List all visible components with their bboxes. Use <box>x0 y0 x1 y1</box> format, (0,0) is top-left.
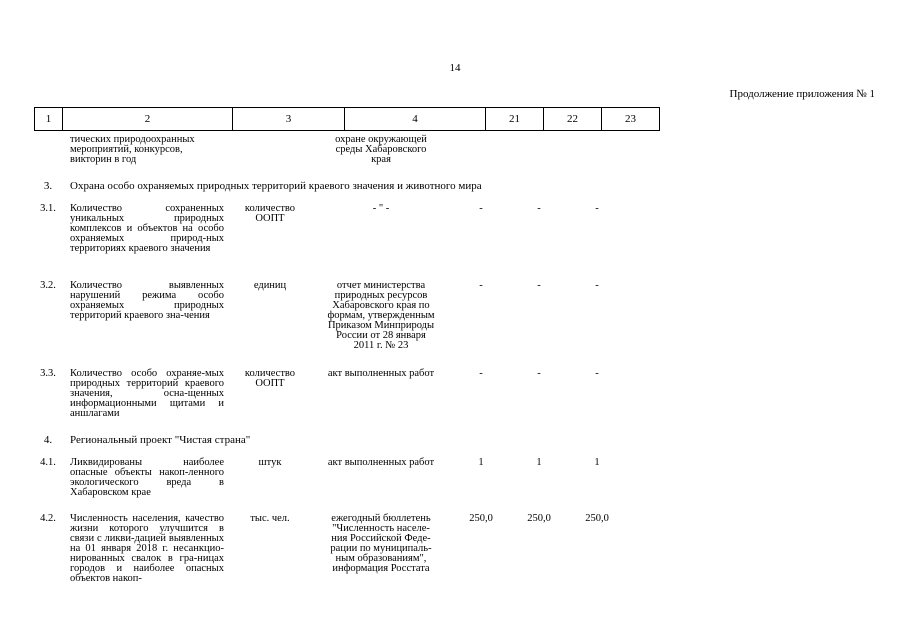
row-unit: штук <box>258 457 282 468</box>
header-cell: 3 <box>233 108 345 130</box>
row-value-21: - <box>479 368 483 379</box>
row-unit: единиц <box>253 280 287 291</box>
row-name: Численность населения, качество жизни которого улучшится в связи с ликви-дацией выявленных на 01 января 2018 г. несанкцио-нированных свалок в гра-ницах городов и наиболее опасных объектов накоп- <box>70 513 224 584</box>
row-value-22: - <box>537 203 541 214</box>
page-number: 14 <box>449 62 461 74</box>
section-number: 4. <box>43 434 53 446</box>
row-number: 4.2. <box>40 513 56 524</box>
row-value-23: - <box>595 203 599 214</box>
header-cell: 22 <box>544 108 602 130</box>
row-number: 4.1. <box>40 457 56 468</box>
row-name: Количество выявленных нарушений режима особо охраняемых природных территорий краевого зна-чения <box>70 280 224 321</box>
row-name: Ликвидированы наиболее опасные объекты накоп-ленного экологического вреда в Хабаровском крае <box>70 457 224 498</box>
row-source: ежегодный бюллетень "Численность населе- ния Российской Феде- рации по муниципаль- ным образованиям", информация Росстата <box>330 513 432 574</box>
row-value-22: 1 <box>536 457 542 468</box>
header-cell: 4 <box>345 108 486 130</box>
carryover-source: охране окружающей среды Хабаровского края <box>335 134 427 165</box>
section-title: Охрана особо охраняемых природных территорий краевого значения и животного мира <box>70 180 482 192</box>
row-source: отчет министерства природных ресурсов Хабаровского края по формам, утвержденным Приказом Минприроды России от 28 января 2011 г. № 23 <box>327 280 435 351</box>
row-value-21: - <box>479 280 483 291</box>
table-header <box>34 107 660 131</box>
row-value-21: 1 <box>478 457 484 468</box>
header-cell: 2 <box>63 108 233 130</box>
row-source: - " - <box>372 203 390 214</box>
row-value-23: 1 <box>594 457 600 468</box>
section-number: 3. <box>43 180 53 192</box>
carryover-name: тических природоохранных мероприятий, конкурсов, викторин в год <box>70 134 195 165</box>
row-value-22: - <box>537 368 541 379</box>
row-name: Количество сохраненных уникальных природных комплексов и объектов на особо охраняемых природ-ных территориях краевого значения <box>70 203 224 254</box>
continuation-note: Продолжение приложения № 1 <box>729 88 875 100</box>
row-value-23: - <box>595 280 599 291</box>
row-number: 3.2. <box>40 280 56 291</box>
row-unit: тыс. чел. <box>250 513 290 524</box>
row-name: Количество особо охраняе-мых природных территорий краевого значения, осна-щенных информационными щитами и аншлагами <box>70 368 224 419</box>
row-source: акт выполненных работ <box>327 457 435 468</box>
row-number: 3.3. <box>40 368 56 379</box>
row-value-23: 250,0 <box>585 513 609 524</box>
row-value-23: - <box>595 368 599 379</box>
row-value-21: - <box>479 203 483 214</box>
row-value-22: 250,0 <box>527 513 551 524</box>
header-cell: 1 <box>35 108 63 130</box>
row-unit: количество ООПТ <box>244 368 296 389</box>
row-unit: количество ООПТ <box>244 203 296 224</box>
row-value-21: 250,0 <box>469 513 493 524</box>
row-source: акт выполненных работ <box>327 368 435 379</box>
header-cell: 21 <box>486 108 544 130</box>
section-title: Региональный проект "Чистая страна" <box>70 434 251 446</box>
row-number: 3.1. <box>40 203 56 214</box>
row-value-22: - <box>537 280 541 291</box>
header-cell: 23 <box>625 113 636 125</box>
